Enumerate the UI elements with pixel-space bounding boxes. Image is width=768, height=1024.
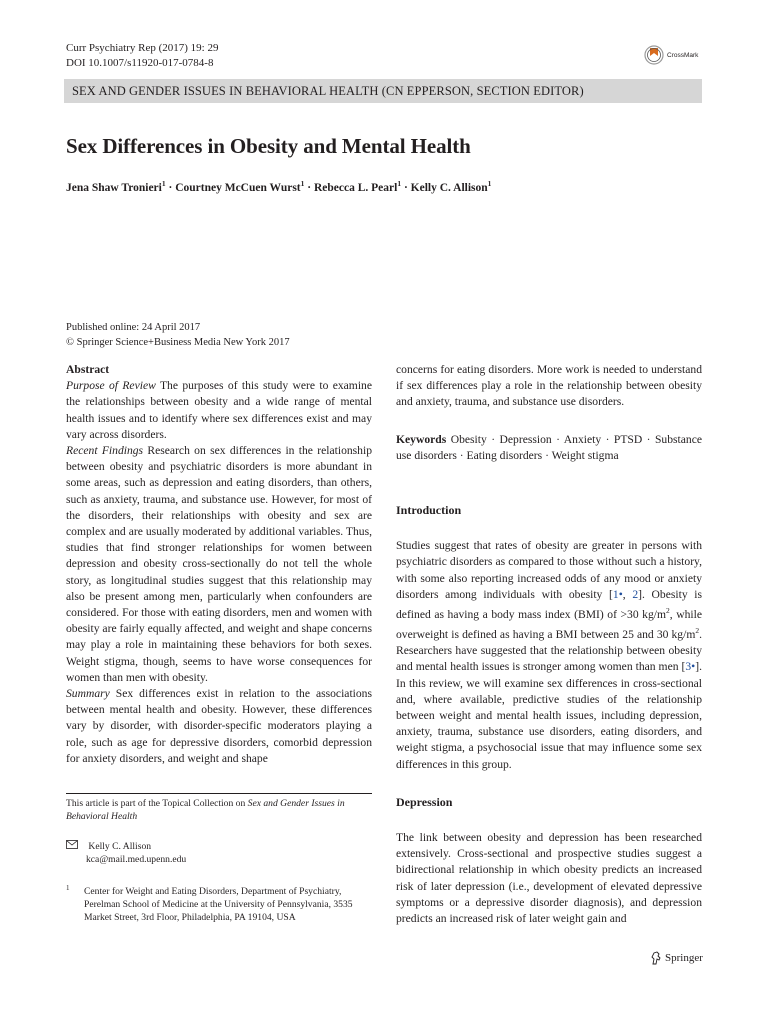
section-banner: SEX AND GENDER ISSUES IN BEHAVIORAL HEALTH (CN EPPERSON, SECTION EDITOR) <box>64 79 702 103</box>
article-title: Sex Differences in Obesity and Mental Health <box>66 134 471 158</box>
intro-text-3: , while overweight is defined as having a BMI between 25 and 30 kg/m <box>396 607 702 641</box>
intro-text-sep: , <box>622 587 633 601</box>
author-separator: · <box>401 181 411 194</box>
crossmark-icon <box>644 44 664 66</box>
author-name[interactable]: Rebecca L. Pearl <box>313 181 398 194</box>
keywords-text: Obesity · Depression · Anxiety · PTSD · Substance use disorders · Eating disorders · Weight stigma <box>396 432 702 462</box>
introduction-paragraph <box>396 538 702 773</box>
corresponding-author <box>66 840 186 866</box>
footnote-prefix: This article is part of the Topical Collection on <box>66 798 248 809</box>
depression-paragraph: The link between obesity and depression has been researched extensively. Cross-sectional and prospective studies suggest a bidirectional relationship in which obesity predicts an increased risk of later depression (i.e., development of elevated depressive symptoms or a depressive disorder diagnosis), and depression predicts an increased risk of later weight gain and <box>396 830 702 925</box>
keywords <box>396 432 702 464</box>
footnote-divider <box>66 793 372 794</box>
affiliation <box>66 885 372 924</box>
keywords-label: Keywords <box>396 432 447 446</box>
author-separator: · <box>304 181 314 194</box>
author-name[interactable]: Courtney McCuen Wurst <box>175 181 301 194</box>
doi[interactable]: DOI 10.1007/s11920-017-0784-8 <box>66 57 214 69</box>
author-list <box>66 179 491 194</box>
intro-text-4: . Researchers have suggested that the relationship between obesity and mental health issues is stronger among women than men [ <box>396 627 702 674</box>
superscript: 2 <box>666 606 670 616</box>
author-name[interactable]: Jena Shaw Tronieri <box>66 181 162 194</box>
publication-info <box>66 320 290 350</box>
author-affiliation-mark: 1 <box>300 179 305 188</box>
published-date: Published online: 24 April 2017 <box>66 322 201 333</box>
affiliation-text: Center for Weight and Eating Disorders, Department of Psychiatry, Perelman School of Medicine at the University of Pennsylvania, 3535 Market Street, 3rd Floor, Philadelphia, PA 19104, USA <box>84 886 353 923</box>
summary-label: Summary <box>66 687 110 701</box>
author-affiliation-mark: 1 <box>161 179 166 188</box>
abstract-purpose <box>66 378 372 443</box>
superscript: 2 <box>695 626 700 636</box>
contact-email[interactable]: kca@mail.med.upenn.edu <box>86 854 187 865</box>
contact-name: Kelly C. Allison <box>88 841 152 852</box>
intro-text-1: Studies suggest that rates of obesity are greater in persons with psychiatric disorders as compared to those without such a history, with some also reporting increased odds of any mood or anxiety disorders among individuals with obesity [ <box>396 539 702 601</box>
left-column <box>66 362 372 767</box>
copyright: © Springer Science+Business Media New York 2017 <box>66 337 290 348</box>
author-separator: · <box>165 181 176 194</box>
author-name[interactable]: Kelly C. Allison <box>410 181 488 194</box>
author-affiliation-mark: 1 <box>397 179 402 188</box>
affiliation-number: 1 <box>66 884 70 892</box>
publisher-name: Springer <box>665 952 703 964</box>
publisher-logo <box>650 951 703 965</box>
abstract-summary <box>66 686 372 767</box>
journal-citation: Curr Psychiatry Rep (2017) 19: 29 <box>66 42 219 54</box>
journal-reference <box>66 41 218 71</box>
author-affiliation-mark: 1 <box>487 179 492 188</box>
intro-text-2: ]. Obesity is defined as having a body mass index (BMI) of >30 kg/m <box>396 587 703 621</box>
purpose-label: Purpose of Review <box>66 379 156 393</box>
citation-link[interactable]: 1• <box>612 587 623 601</box>
abstract-findings <box>66 443 372 686</box>
summary-text: Sex differences exist in relation to the associations between mental health and obesity. However, these differences vary by disorder, with disorder-specific moderators playing a role, such as age for depressive disorders, comorbid depression for anxiety disorders, and weight and shape <box>66 687 372 765</box>
crossmark-label: CrossMark <box>667 51 699 59</box>
intro-text-5: ]. In this review, we will examine sex differences in cross-sectional and, where available, predictive studies of the relationship between weight and mental health issues, including depression, anxiety, trauma, substance use disorders, eating disorders, and weight stigma, a psychosocial issue that may influence some sex differences in this group. <box>396 660 702 771</box>
abstract-heading: Abstract <box>66 363 110 376</box>
envelope-icon <box>66 840 78 853</box>
abstract-continued: concerns for eating disorders. More work is needed to understand if sex differences play a role in the relationship between obesity and anxiety, trauma, and substance use disorders. <box>396 363 702 409</box>
topical-collection-note <box>66 798 372 823</box>
springer-horse-icon <box>650 951 662 965</box>
introduction-heading: Introduction <box>396 503 462 518</box>
right-column <box>396 362 702 927</box>
purpose-text: The purposes of this study were to examine the relationships between obesity and a wide range of mental health issues and to identify where sex differences exist and may vary across disorders. <box>66 379 372 441</box>
collection-name[interactable]: Sex and Gender Issues in Behavioral Health <box>66 798 345 822</box>
citation-link[interactable]: 2 <box>632 587 639 601</box>
depression-heading: Depression <box>396 794 453 809</box>
findings-label: Recent Findings <box>66 444 144 458</box>
crossmark-badge[interactable] <box>644 44 714 66</box>
findings-text: Research on sex differences in the relationship between obesity and psychiatric disorders is more abundant in some areas, such as depression and eating disorders, than others, such as anxiety, trauma, and substance use. However, for most of the disorders, their relationships with obesity and sex are complex and are usually moderated by additional variables. Thus, studies that find stronger relationships for women between depression and obesity cross-sectionally do not tell the whole story, as longitudinal studies suggest that this relationship may also be present among men, particularly when confounders are considered. For those with eating disorders, men and women with obesity are fairly equally affected, and weight and shape concerns may play a role in maintaining these behaviors for both sexes. Weight stigma, though, seems to have worse consequences for women than men with obesity. <box>66 444 372 684</box>
citation-link[interactable]: 3• <box>685 660 696 674</box>
